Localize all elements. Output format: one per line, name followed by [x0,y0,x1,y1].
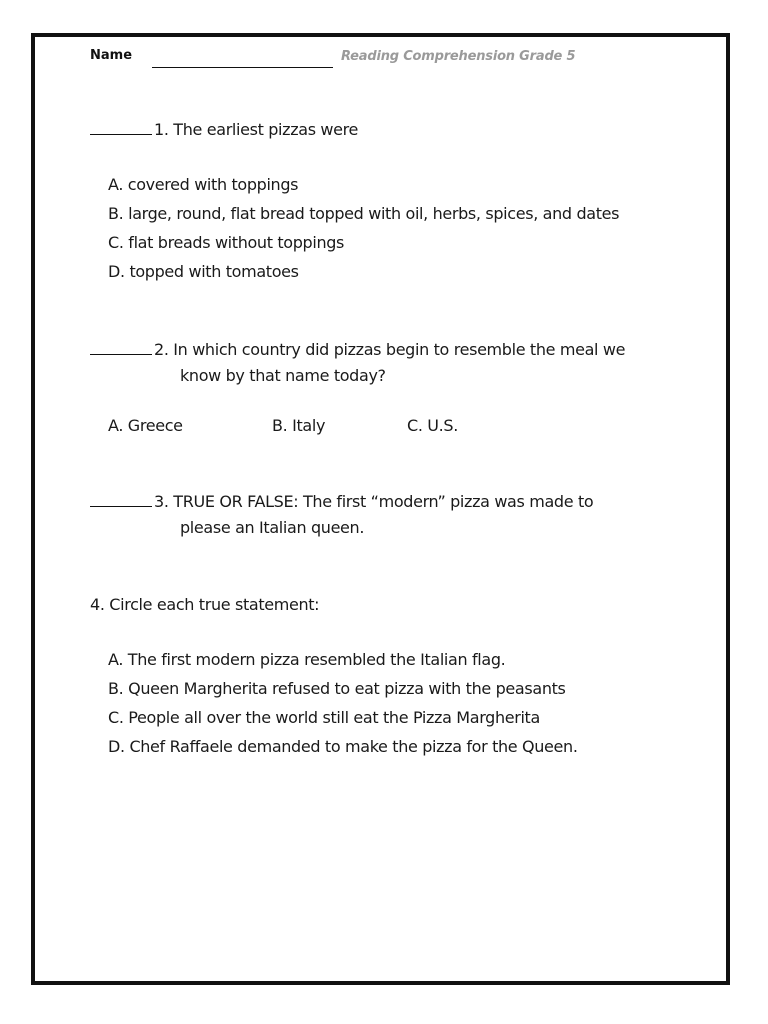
question-1-stem: 1. The earliest pizzas were [154,120,359,139]
question-2-stem-line1: 2. In which country did pizzas begin to resemble the meal we [154,340,626,359]
question-3-stem-line1: 3. TRUE OR FALSE: The first “modern” pizza was made to [154,492,594,511]
name-blank-line [152,67,333,68]
q1-option-c: C. flat breads without toppings [108,233,345,252]
question-1 [90,120,358,139]
answer-blank-2 [90,354,152,355]
answer-blank-1 [90,134,152,135]
question-3-stem-line2: please an Italian queen. [180,518,365,537]
q2-option-c: C. U.S. [407,416,458,435]
q4-option-d: D. Chef Raffaele demanded to make the pizza for the Queen. [108,737,578,756]
q4-option-a: A. The first modern pizza resembled the Italian flag. [108,650,506,669]
q4-option-b: B. Queen Margherita refused to eat pizza with the peasants [108,679,566,698]
q1-option-a: A. covered with toppings [108,175,299,194]
worksheet-title: Reading Comprehension Grade 5 [341,49,576,64]
q1-option-b: B. large, round, flat bread topped with oil, herbs, spices, and dates [108,204,620,223]
question-4-stem: 4. Circle each true statement: [90,595,320,614]
name-label: Name [90,48,133,63]
question-2 [90,340,625,359]
q2-option-a: A. Greece [108,416,183,435]
question-3 [90,492,593,511]
q1-option-d: D. topped with tomatoes [108,262,299,281]
answer-blank-3 [90,506,152,507]
question-2-stem-line2: know by that name today? [180,366,386,385]
q2-option-b: B. Italy [272,416,326,435]
q4-option-c: C. People all over the world still eat the Pizza Margherita [108,708,540,727]
